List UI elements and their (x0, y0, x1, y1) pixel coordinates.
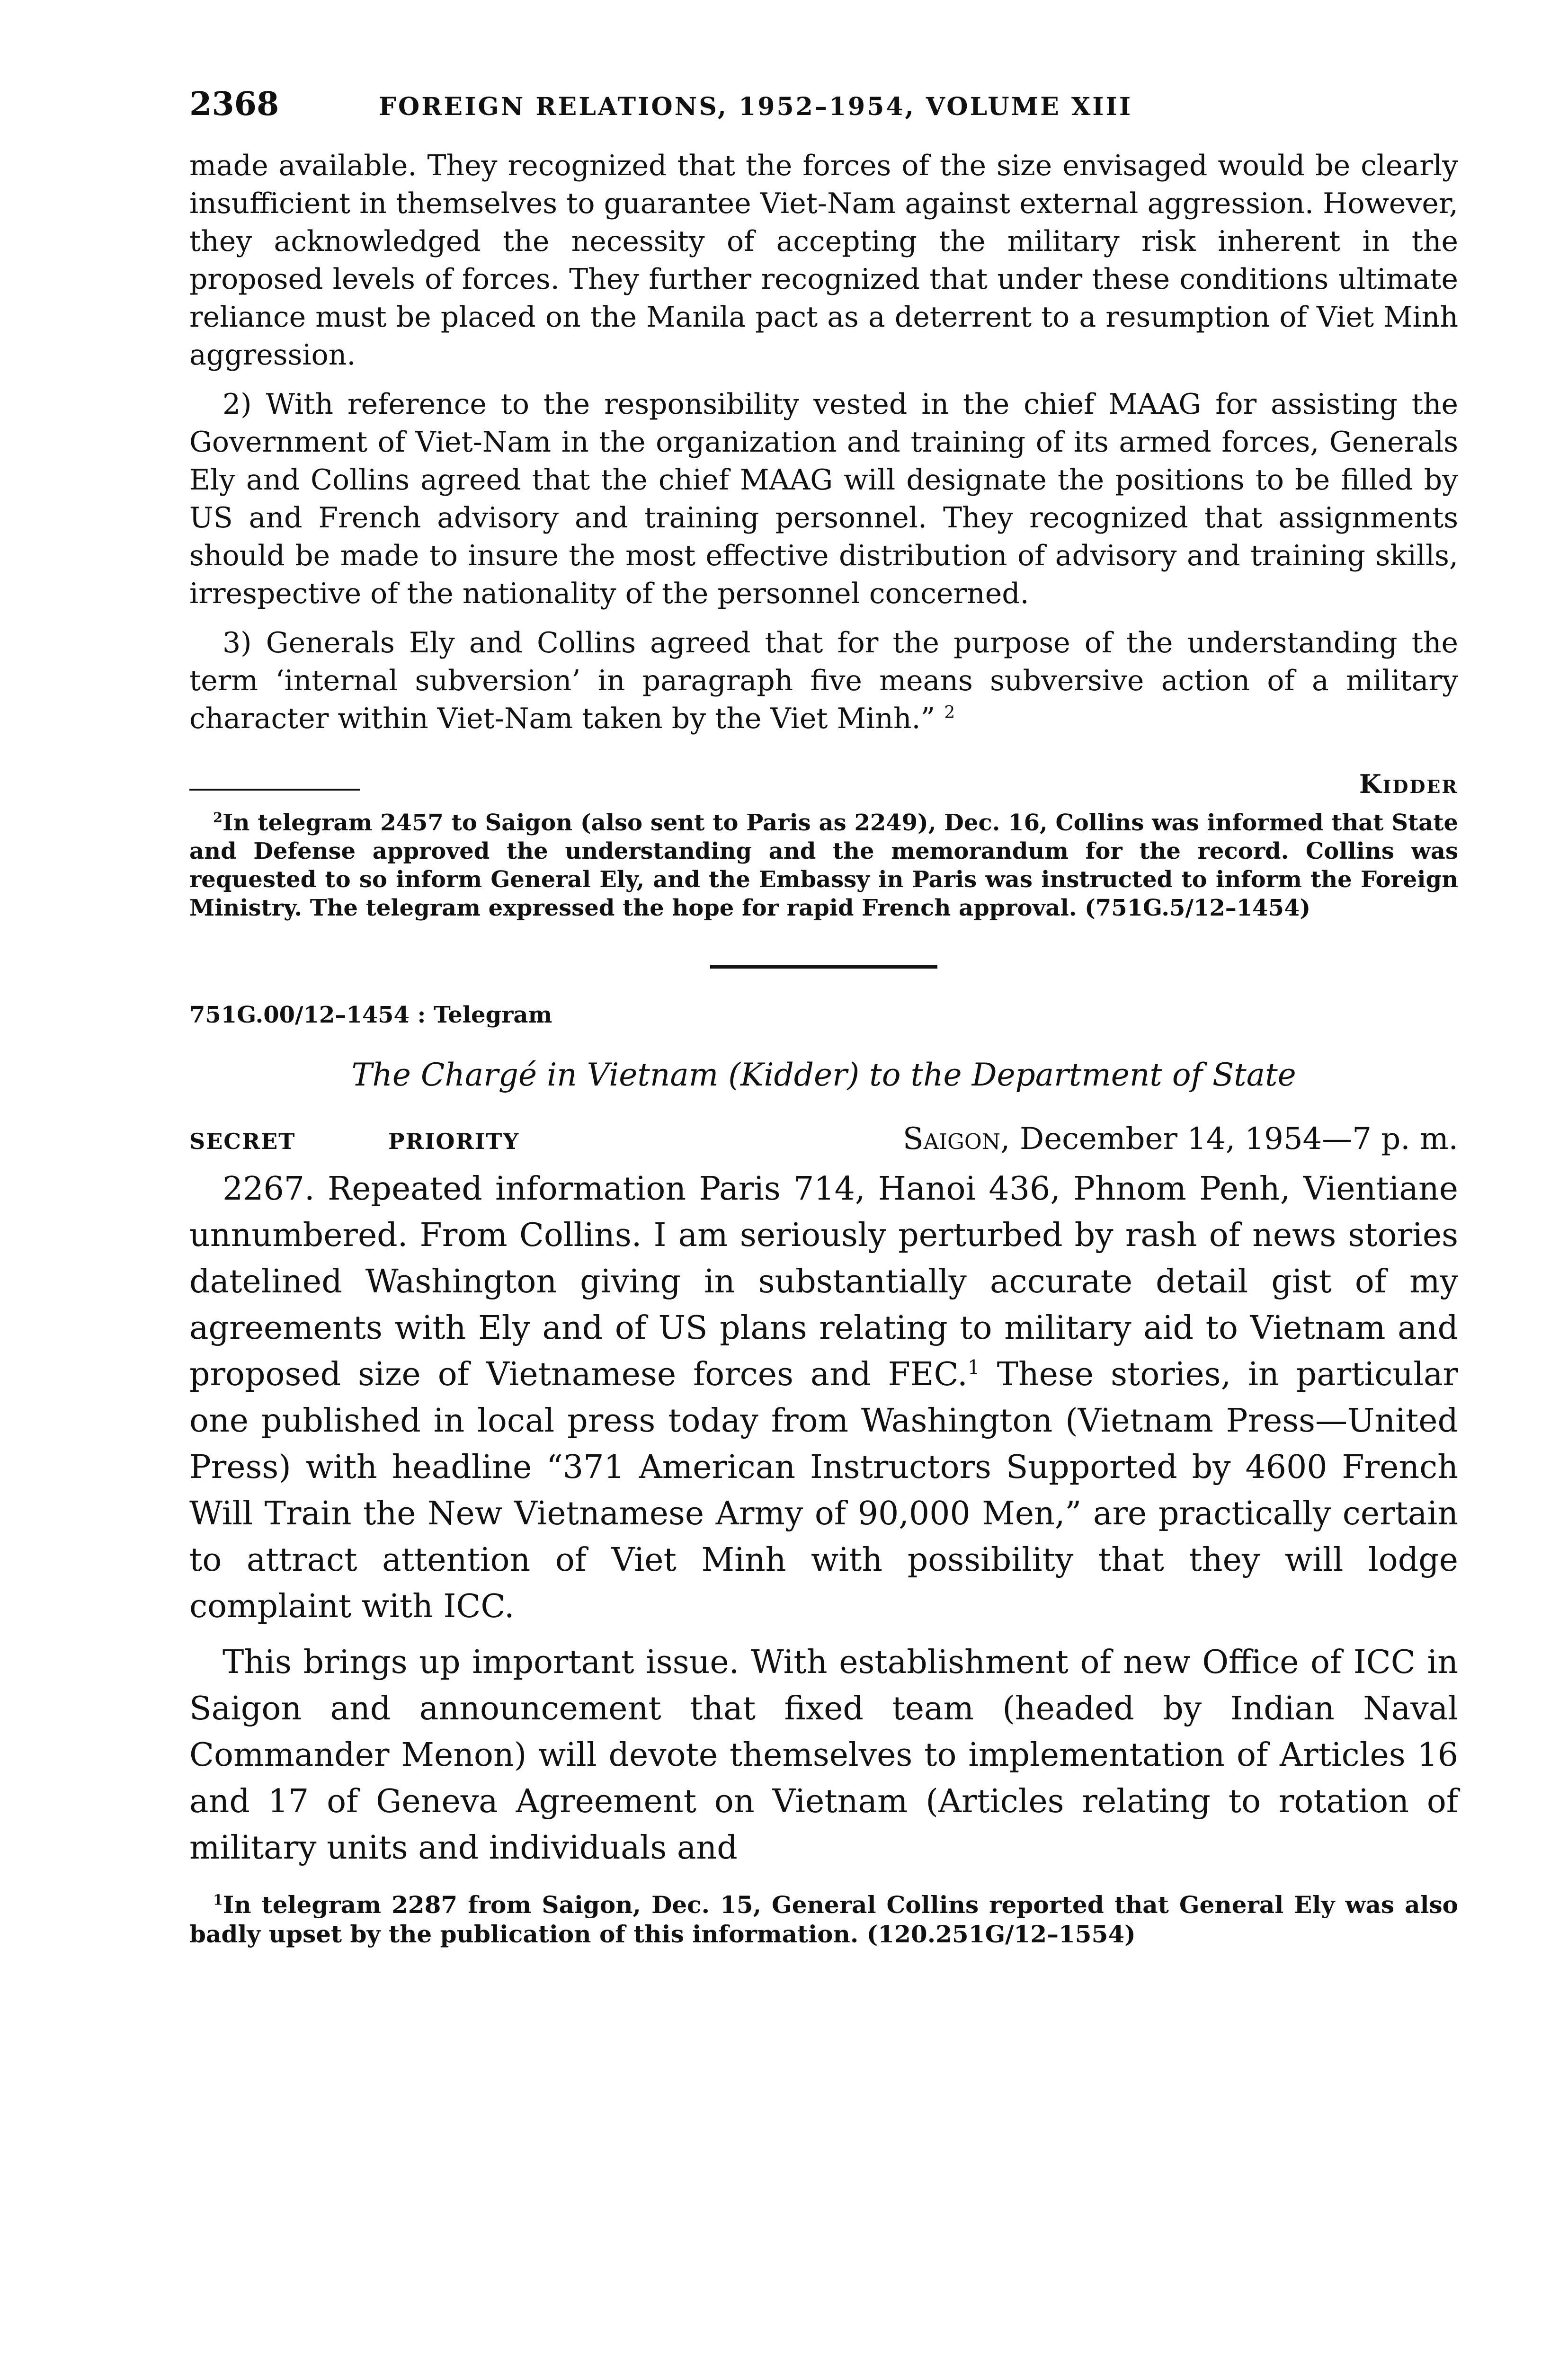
signature: Kidder (1359, 769, 1458, 799)
page-header (189, 85, 1458, 147)
footnote-reference-2: 2 (944, 703, 955, 722)
footnote-2-text: In telegram 2457 to Saigon (also sent to Paris as 2249), Dec. 16, Collins was informed that State and Defense approved the understanding and the memorandum for the record. Collins was requested to so inform General Ely, and the Embassy in Paris was instructed to inform the Foreign Ministry. The telegram expressed the hope for rapid French approval. (751G.5/12–1454) (189, 810, 1458, 921)
footnote-1-text: In telegram 2287 from Saigon, Dec. 15, General Collins reported that General Ely was also badly upset by the publication of this information. (120.251G/12–1554) (189, 1891, 1458, 1948)
telegram-paragraph-2: This brings up important issue. With establishment of new Office of ICC in Saigon and announcement that fixed team (headed by Indian Naval Commander Menon) will devote themselves to implementation of Articles 16 and 17 of Geneva Agreement on Vietnam (Articles relating to rotation of military units and individuals and (189, 1644, 1458, 1867)
paragraph-3-text: 3) Generals Ely and Collins agreed that for the purpose of the understanding the term ‘internal subversion’ in paragraph five means subversive action of a military character within Viet-Nam taken by the Viet Minh.” (189, 626, 1458, 735)
footnote-2 (189, 809, 1458, 922)
footnote-2-marker: 2 (213, 810, 223, 826)
document-page (189, 85, 1458, 1949)
telegram-paragraph-1-cont: These stories, in particular one published in local press today from Washington (Vietnam Press—United Press) with headline “371 American Instructors Supported by 4600 French Will Train the New Vietnamese Army of 90,000 Men,” are practically certain to attract attention of Viet Minh with possibility that they will lodge complaint with ICC. (189, 1356, 1458, 1625)
dateline (795, 1121, 1458, 1157)
dateline-date: December 14, 1954—7 p. m. (1019, 1121, 1458, 1157)
footnote-divider (189, 789, 360, 791)
section-divider (710, 965, 937, 969)
dateline-row (189, 1121, 1458, 1157)
page-number: 2368 (189, 85, 279, 123)
paragraph-2: 2) With reference to the responsibility vested in the chief MAAG for assisting the Government of Viet-Nam in the organization and training of its armed forces, Generals Ely and Collins agreed that the chief MAAG will designate the positions to be filled by US and French advisory and training personnel. They recognized that assignments should be made to insure the most effective distribution of advisory and training skills, irrespective of the nationality of the personnel concerned. (189, 388, 1458, 610)
dateline-place: Saigon, (902, 1121, 1010, 1157)
footnote-reference-1: 1 (967, 1356, 980, 1379)
signature-row (189, 756, 1458, 799)
paragraph-3 (189, 624, 1458, 738)
footnote-1-marker: 1 (213, 1892, 223, 1909)
document-title: The Chargé in Vietnam (Kidder) to the Department of State (351, 1057, 1296, 1093)
priority: PRIORITY (388, 1129, 520, 1154)
continued-paragraph: made available. They recognized that the forces of the size envisaged would be clearly insufficient in themselves to guarantee Viet-Nam against external aggression. However, they acknowledged the necessity of accepting the military risk inherent in the proposed levels of forces. They further recognized that under these conditions ultimate reliance must be placed on the Manila pact as a deterrent to a resumption of Viet Minh aggression. (189, 149, 1458, 372)
footnote-1 (189, 1890, 1458, 1949)
telegram-paragraph-1-text: 2267. Repeated information Paris 714, Hanoi 436, Phnom Penh, Vientiane unnumbered. From Collins. I am seriously perturbed by rash of news stories datelined Washington giving in substantially accurate detail gist of my agreements with Ely and of US plans relating to military aid to Vietnam and proposed size of Vietnamese forces and FEC. (189, 1170, 1458, 1393)
file-number: 751G.00/12–1454 : Telegram (189, 1002, 552, 1028)
classification: SECRET (189, 1129, 296, 1154)
telegram-paragraph-1 (189, 1166, 1458, 1630)
running-head: FOREIGN RELATIONS, 1952–1954, VOLUME XIII (379, 92, 1133, 121)
